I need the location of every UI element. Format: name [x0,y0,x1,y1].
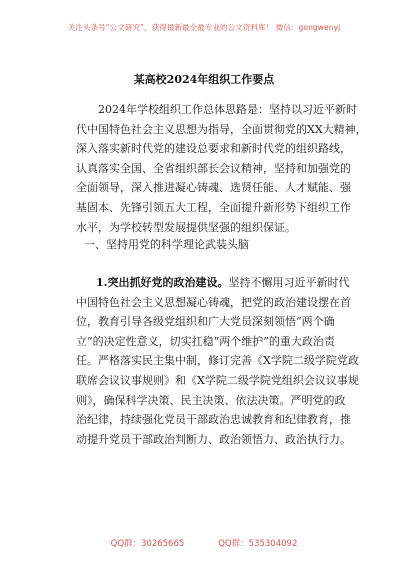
item1-paragraph [76,273,359,449]
item1-line: 则》，确保科学决策、民主决策、依法决策。严明党的政 [76,393,346,407]
item1-line: 动提升党员干部政治判断力、政治领悟力、政治执行力。 [76,432,351,446]
footer-contact [0,537,408,549]
intro-line: 基固本、先锋引领五大工程，全面提升新形势下组织工作 [76,200,351,214]
intro-line: 认真落实全国、全省组织部长会议精神，坚持和加强党的 [76,161,351,175]
intro-line: 全面领导，深入推进凝心铸魂、选贤任能、人才赋能、强 [76,181,351,195]
intro-line: 代中国特色社会主义思想为指导，全面贯彻党的XX大精神， [76,122,367,136]
item1-line: 位，教育引导各级党组织和广大党员深刻领悟“两个确 [76,315,335,329]
intro-line: 水平，为学校转型发展提供坚强的组织保证。 [76,220,296,234]
intro-paragraph [76,100,367,237]
item1-first-line [76,273,350,293]
item1-line: 治纪律，持续强化党员干部政治忠诚教育和纪律教育，推 [76,413,351,427]
item1-lead: 1.突出抓好党的政治建设。 [96,276,229,289]
intro-line: 深入落实新时代党的建设总要求和新时代党的组织路线， [76,142,351,156]
item1-line: 联席会议议事规则》和《X学院二级学院党组织会议议事规 [76,373,359,387]
footer-qq-group-1: QQ群：30265665 [110,539,185,549]
intro-line: 2024年学校组织工作总体思路是：坚持以习近平新时 [98,103,357,116]
header-promo-banner: 关注头条号“公文研究”，获得最新最全最专业的公文资料库！ 微信：gongwenyj [67,23,341,32]
footer-qq-group-2: QQ群：535304092 [218,539,298,549]
document-title: 某高校2024年组织工作要点 [133,73,275,86]
item1-line: 中国特色社会主义思想凝心铸魂，把党的政治建设摆在首 [76,295,351,309]
item1-line: 任。严格落实民主集中制，修订完善《X学院二级学院党政 [76,354,359,368]
item1-first-line-rest: 坚持不懈用习近平新时代 [228,276,350,289]
item1-line: 立”的决定性意义，切实扛稳“两个维护”的重大政治责 [76,334,335,348]
section-heading: 一、坚持用党的科学理论武装头脑 [84,238,249,251]
